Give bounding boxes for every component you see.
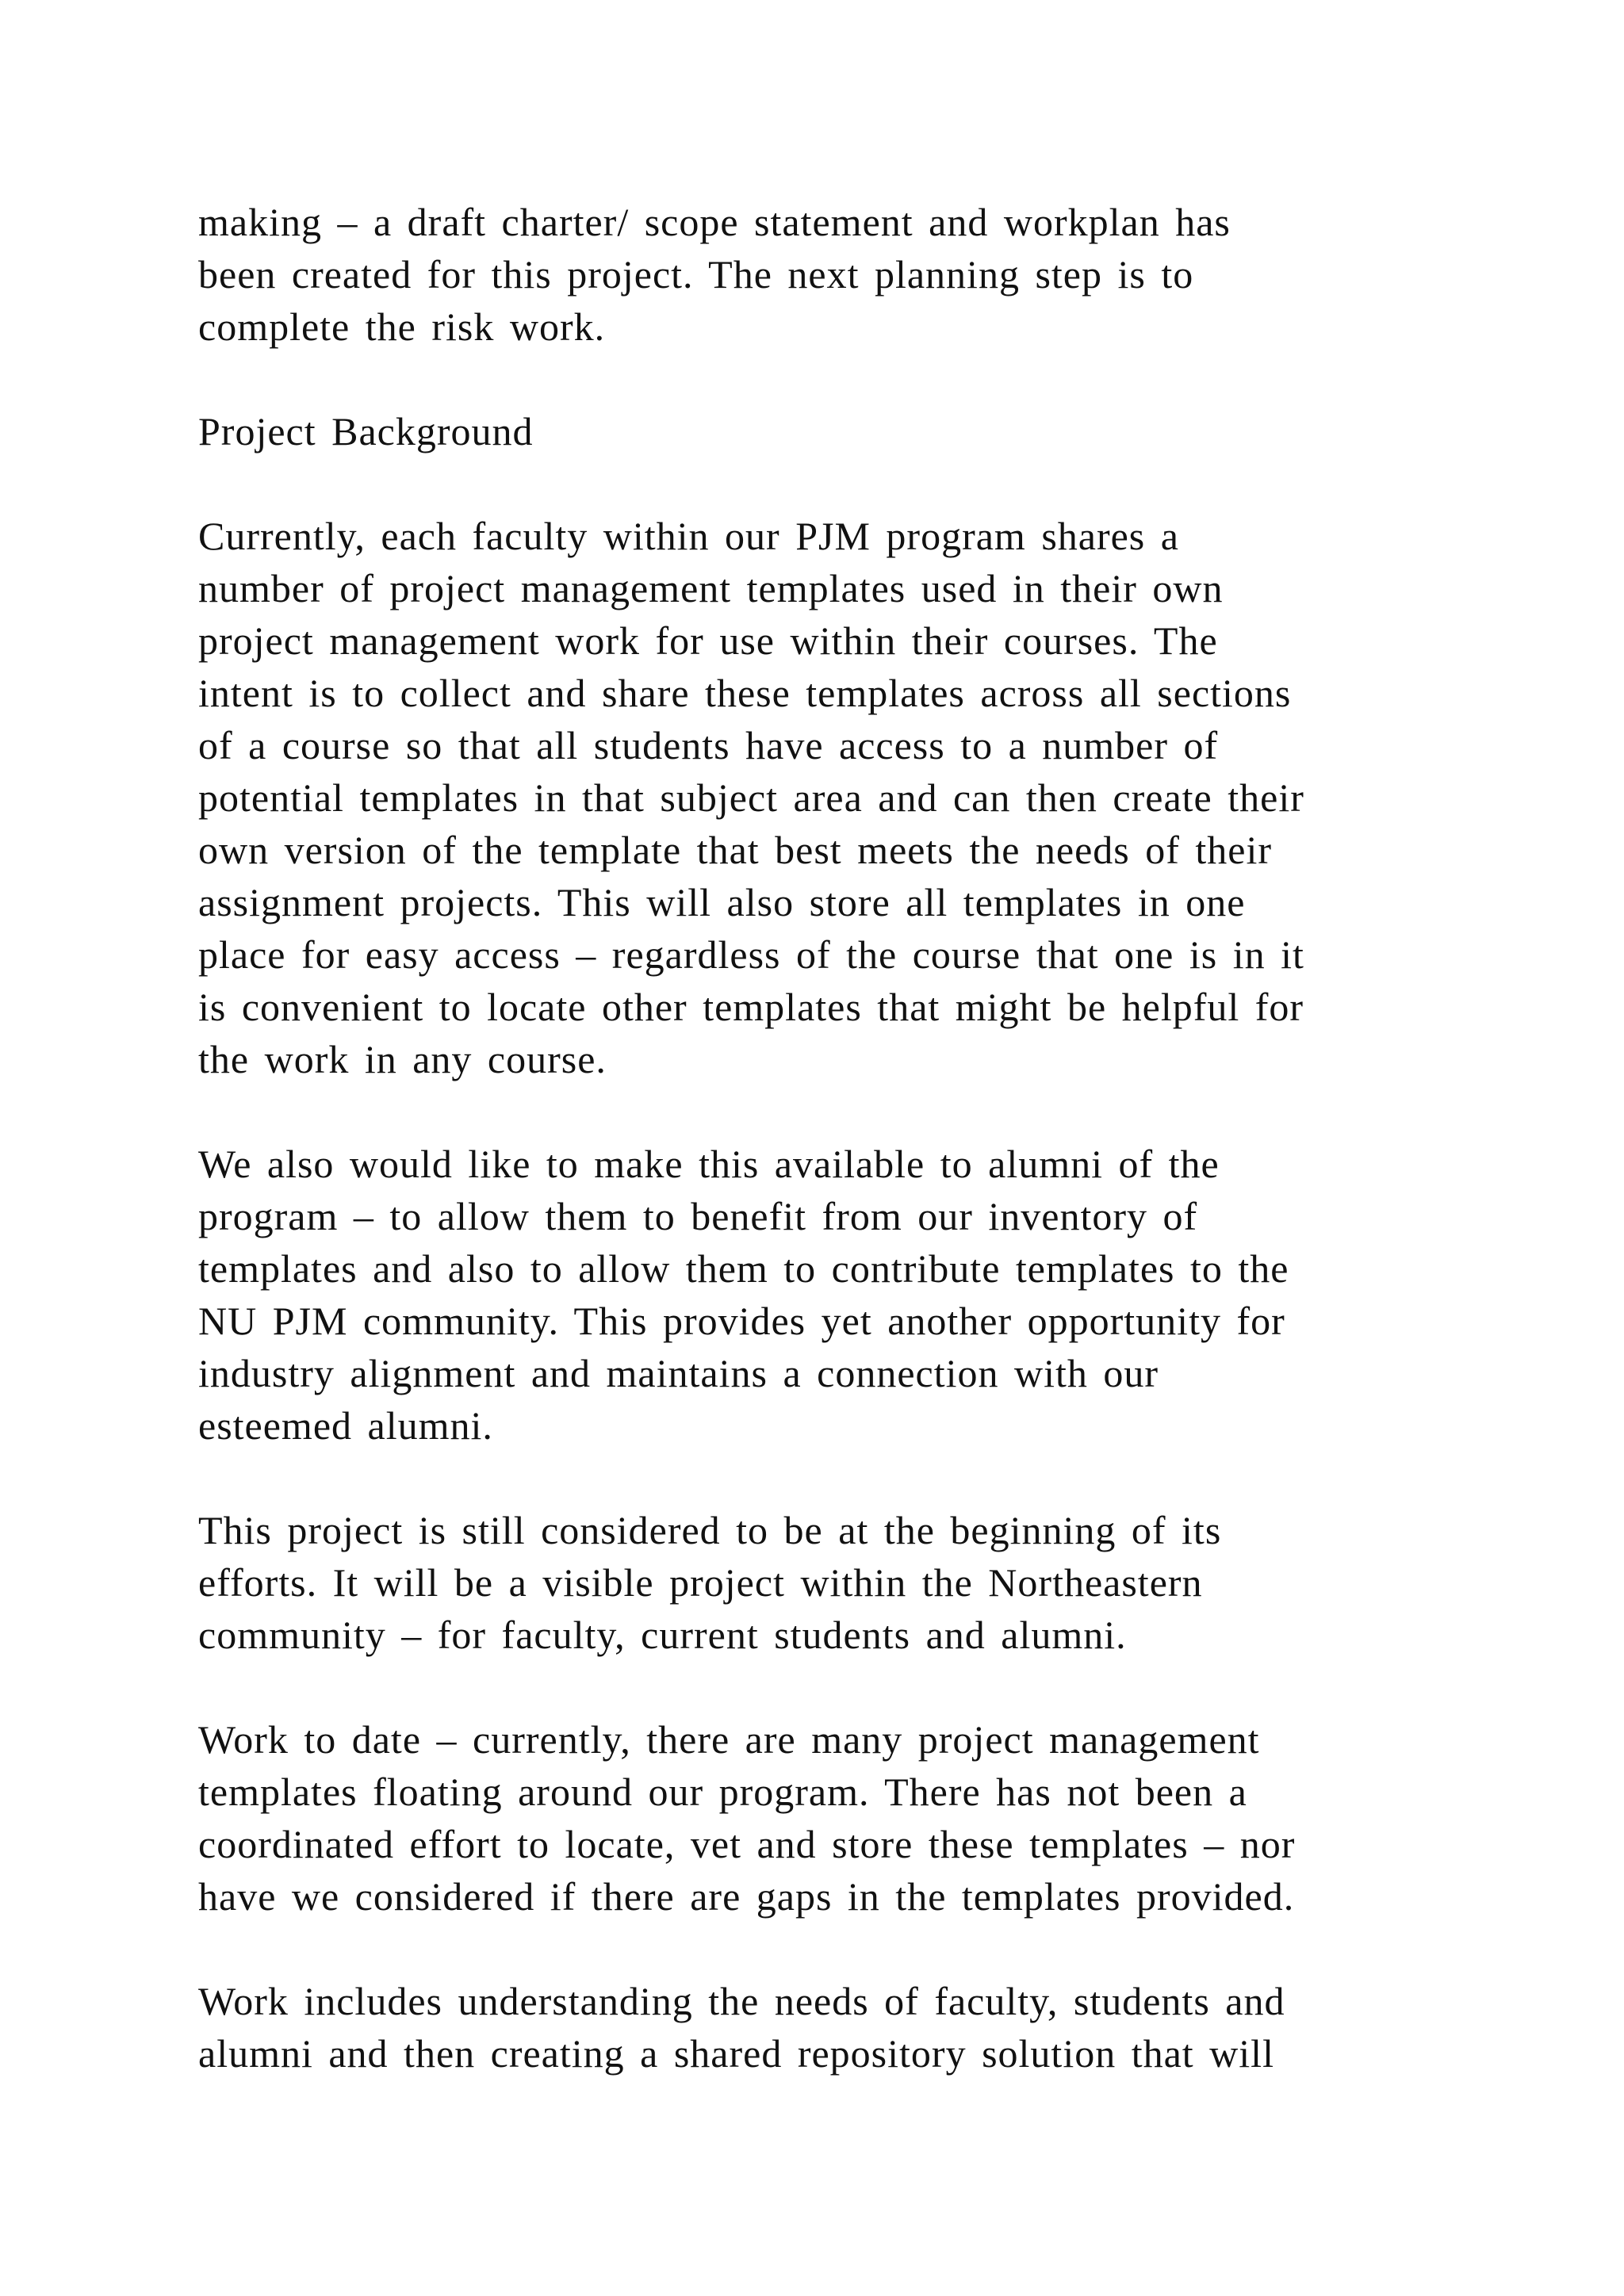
text-line: place for easy access – regardless of the course that one is in it xyxy=(198,932,1304,977)
text-line: assignment projects. This will also store all templates in one xyxy=(198,880,1246,924)
text-line: This project is still considered to be at the beginning of its xyxy=(198,1508,1222,1552)
text-line: number of project management templates used in their own xyxy=(198,566,1224,610)
text-line: have we considered if there are gaps in the templates provided. xyxy=(198,1874,1295,1919)
paragraph-work-includes xyxy=(198,1975,1483,2080)
text-line: own version of the template that best meets the needs of their xyxy=(198,828,1273,872)
text-line: complete the risk work. xyxy=(198,304,606,349)
paragraph-project-status xyxy=(198,1504,1483,1661)
section-heading-project-background xyxy=(198,405,1483,457)
text-line: industry alignment and maintains a connection with our xyxy=(198,1351,1159,1395)
text-line: been created for this project. The next planning step is to xyxy=(198,252,1194,297)
text-line: templates floating around our program. There has not been a xyxy=(198,1770,1247,1814)
text-line: Work includes understanding the needs of faculty, students and xyxy=(198,1979,1285,2023)
paragraph-work-to-date xyxy=(198,1713,1483,1923)
section-heading-text: Project Background xyxy=(198,409,534,453)
paragraph-alumni xyxy=(198,1138,1483,1452)
text-line: We also would like to make this available to alumni of the xyxy=(198,1142,1220,1186)
document-body xyxy=(198,196,1483,2132)
text-line: of a course so that all students have access to a number of xyxy=(198,723,1219,767)
text-line: program – to allow them to benefit from our inventory of xyxy=(198,1194,1198,1238)
paragraph-currently xyxy=(198,510,1483,1085)
text-line: project management work for use within their courses. The xyxy=(198,618,1218,663)
text-line: making – a draft charter/ scope statement and workplan has xyxy=(198,200,1231,244)
text-line: intent is to collect and share these templates across all sections xyxy=(198,671,1292,715)
text-line: the work in any course. xyxy=(198,1037,607,1081)
text-line: efforts. It will be a visible project within the Northeastern xyxy=(198,1560,1203,1605)
paragraph-intro-continuation xyxy=(198,196,1483,353)
text-line: alumni and then creating a shared repository solution that will xyxy=(198,2031,1274,2076)
text-line: NU PJM community. This provides yet another opportunity for xyxy=(198,1299,1285,1343)
text-line: esteemed alumni. xyxy=(198,1403,493,1448)
text-line: community – for faculty, current students and alumni. xyxy=(198,1613,1127,1657)
text-line: Currently, each faculty within our PJM program shares a xyxy=(198,514,1179,558)
text-line: Work to date – currently, there are many project management xyxy=(198,1717,1260,1762)
text-line: templates and also to allow them to contribute templates to the xyxy=(198,1246,1289,1291)
text-line: is convenient to locate other templates that might be helpful for xyxy=(198,985,1304,1029)
text-line: potential templates in that subject area and can then create their xyxy=(198,775,1304,820)
text-line: coordinated effort to locate, vet and store these templates – nor xyxy=(198,1822,1296,1866)
